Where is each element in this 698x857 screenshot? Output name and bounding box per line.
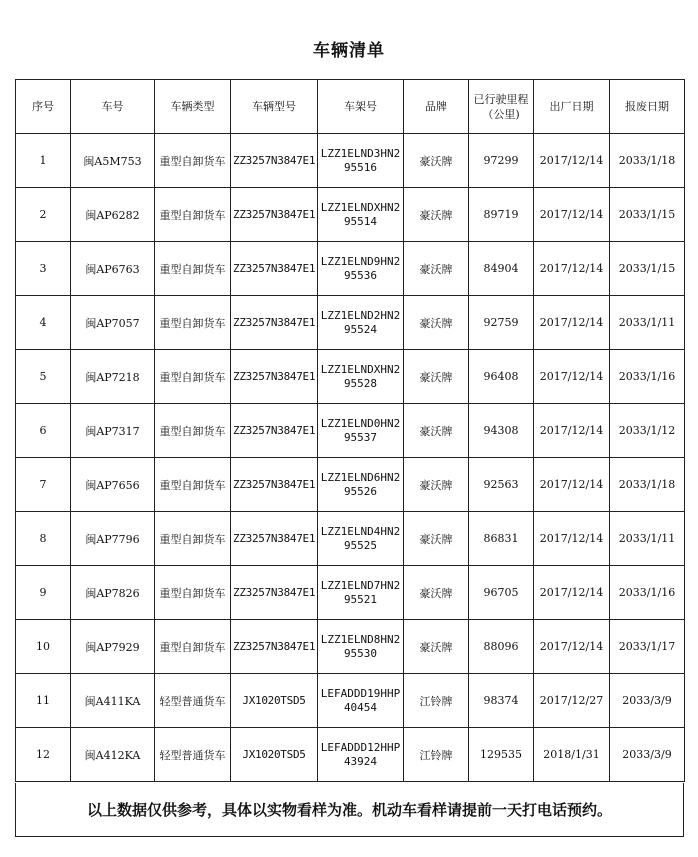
- cell-vehicle-type: 轻型普通货车: [155, 674, 231, 728]
- cell-model: ZZ3257N3847E1: [231, 242, 318, 296]
- table-row: [16, 674, 685, 728]
- table-row: [16, 188, 685, 242]
- header-model: 车辆型号: [231, 80, 318, 134]
- cell-brand: 豪沃牌: [404, 296, 469, 350]
- cell-model: ZZ3257N3847E1: [231, 296, 318, 350]
- cell-manufacture-date: 2017/12/14: [534, 620, 610, 674]
- cell-vin: LZZ1ELND2HN295524: [318, 296, 404, 350]
- cell-vin: LEFADDD19HHP40454: [318, 674, 404, 728]
- header-vin: 车架号: [318, 80, 404, 134]
- table-row: [16, 134, 685, 188]
- table-row: [16, 458, 685, 512]
- cell-index: 3: [16, 242, 71, 296]
- cell-mileage: 89719: [469, 188, 534, 242]
- cell-brand: 豪沃牌: [404, 566, 469, 620]
- table-row: [16, 404, 685, 458]
- cell-scrap-date: 2033/1/16: [610, 350, 685, 404]
- header-index: 序号: [16, 80, 71, 134]
- cell-manufacture-date: 2018/1/31: [534, 728, 610, 782]
- cell-plate: 闽AP7218: [71, 350, 155, 404]
- cell-vin: LEFADDD12HHP43924: [318, 728, 404, 782]
- cell-index: 11: [16, 674, 71, 728]
- table-body: [16, 134, 685, 782]
- cell-manufacture-date: 2017/12/14: [534, 188, 610, 242]
- cell-scrap-date: 2033/1/12: [610, 404, 685, 458]
- cell-index: 2: [16, 188, 71, 242]
- cell-brand: 豪沃牌: [404, 404, 469, 458]
- header-plate: 车号: [71, 80, 155, 134]
- table-row: [16, 620, 685, 674]
- cell-vehicle-type: 重型自卸货车: [155, 566, 231, 620]
- table-row: [16, 566, 685, 620]
- cell-plate: 闽A412KA: [71, 728, 155, 782]
- cell-brand: 豪沃牌: [404, 512, 469, 566]
- cell-brand: 江铃牌: [404, 674, 469, 728]
- cell-scrap-date: 2033/3/9: [610, 674, 685, 728]
- cell-plate: 闽AP7656: [71, 458, 155, 512]
- cell-scrap-date: 2033/1/16: [610, 566, 685, 620]
- cell-model: ZZ3257N3847E1: [231, 566, 318, 620]
- cell-brand: 豪沃牌: [404, 458, 469, 512]
- cell-manufacture-date: 2017/12/14: [534, 134, 610, 188]
- cell-model: ZZ3257N3847E1: [231, 458, 318, 512]
- cell-mileage: 86831: [469, 512, 534, 566]
- cell-vehicle-type: 重型自卸货车: [155, 404, 231, 458]
- table-row: [16, 728, 685, 782]
- cell-scrap-date: 2033/1/18: [610, 134, 685, 188]
- cell-brand: 豪沃牌: [404, 188, 469, 242]
- cell-vehicle-type: 重型自卸货车: [155, 350, 231, 404]
- cell-index: 4: [16, 296, 71, 350]
- cell-mileage: 97299: [469, 134, 534, 188]
- cell-mileage: 129535: [469, 728, 534, 782]
- cell-vehicle-type: 重型自卸货车: [155, 242, 231, 296]
- cell-manufacture-date: 2017/12/14: [534, 458, 610, 512]
- cell-index: 8: [16, 512, 71, 566]
- table-header-row: [16, 80, 685, 134]
- cell-mileage: 98374: [469, 674, 534, 728]
- cell-brand: 豪沃牌: [404, 134, 469, 188]
- cell-vehicle-type: 重型自卸货车: [155, 458, 231, 512]
- cell-scrap-date: 2033/1/11: [610, 512, 685, 566]
- cell-mileage: 96705: [469, 566, 534, 620]
- cell-mileage: 94308: [469, 404, 534, 458]
- cell-manufacture-date: 2017/12/14: [534, 512, 610, 566]
- cell-plate: 闽A411KA: [71, 674, 155, 728]
- cell-model: ZZ3257N3847E1: [231, 350, 318, 404]
- cell-plate: 闽AP7826: [71, 566, 155, 620]
- vehicle-table: [15, 79, 685, 782]
- footer-note: 以上数据仅供参考，具体以实物看样为准。机动车看样请提前一天打电话预约。: [15, 783, 684, 837]
- cell-mileage: 88096: [469, 620, 534, 674]
- cell-vin: LZZ1ELND0HN295537: [318, 404, 404, 458]
- page-title: 车辆清单: [313, 41, 385, 61]
- cell-vin: LZZ1ELND4HN295525: [318, 512, 404, 566]
- cell-model: ZZ3257N3847E1: [231, 512, 318, 566]
- cell-model: JX1020TSD5: [231, 674, 318, 728]
- cell-scrap-date: 2033/1/11: [610, 296, 685, 350]
- table-row: [16, 296, 685, 350]
- cell-vehicle-type: 重型自卸货车: [155, 512, 231, 566]
- cell-vehicle-type: 重型自卸货车: [155, 134, 231, 188]
- cell-plate: 闽AP7057: [71, 296, 155, 350]
- cell-plate: 闽AP6763: [71, 242, 155, 296]
- cell-vin: LZZ1ELNDXHN295514: [318, 188, 404, 242]
- cell-vin: LZZ1ELND3HN295516: [318, 134, 404, 188]
- cell-vehicle-type: 重型自卸货车: [155, 188, 231, 242]
- table-row: [16, 512, 685, 566]
- cell-index: 5: [16, 350, 71, 404]
- cell-vin: LZZ1ELND6HN295526: [318, 458, 404, 512]
- cell-model: ZZ3257N3847E1: [231, 620, 318, 674]
- cell-index: 12: [16, 728, 71, 782]
- cell-scrap-date: 2033/3/9: [610, 728, 685, 782]
- cell-index: 7: [16, 458, 71, 512]
- header-mileage: 已行驶里程（公里): [469, 80, 534, 134]
- cell-manufacture-date: 2017/12/14: [534, 242, 610, 296]
- cell-plate: 闽AP7796: [71, 512, 155, 566]
- cell-scrap-date: 2033/1/15: [610, 188, 685, 242]
- cell-brand: 江铃牌: [404, 728, 469, 782]
- cell-model: ZZ3257N3847E1: [231, 404, 318, 458]
- cell-model: ZZ3257N3847E1: [231, 188, 318, 242]
- cell-model: ZZ3257N3847E1: [231, 134, 318, 188]
- cell-vin: LZZ1ELND8HN295530: [318, 620, 404, 674]
- header-brand: 品牌: [404, 80, 469, 134]
- cell-manufacture-date: 2017/12/14: [534, 296, 610, 350]
- cell-manufacture-date: 2017/12/14: [534, 404, 610, 458]
- cell-index: 9: [16, 566, 71, 620]
- cell-plate: 闽A5M753: [71, 134, 155, 188]
- cell-model: JX1020TSD5: [231, 728, 318, 782]
- cell-mileage: 96408: [469, 350, 534, 404]
- cell-mileage: 92563: [469, 458, 534, 512]
- cell-scrap-date: 2033/1/18: [610, 458, 685, 512]
- cell-scrap-date: 2033/1/17: [610, 620, 685, 674]
- cell-manufacture-date: 2017/12/14: [534, 566, 610, 620]
- table-row: [16, 242, 685, 296]
- cell-mileage: 84904: [469, 242, 534, 296]
- cell-index: 1: [16, 134, 71, 188]
- cell-brand: 豪沃牌: [404, 350, 469, 404]
- cell-brand: 豪沃牌: [404, 620, 469, 674]
- cell-vin: LZZ1ELND7HN295521: [318, 566, 404, 620]
- header-scrap-date: 报废日期: [610, 80, 685, 134]
- cell-plate: 闽AP7317: [71, 404, 155, 458]
- header-vehicle-type: 车辆类型: [155, 80, 231, 134]
- cell-plate: 闽AP7929: [71, 620, 155, 674]
- cell-vehicle-type: 重型自卸货车: [155, 296, 231, 350]
- table-row: [16, 350, 685, 404]
- cell-index: 10: [16, 620, 71, 674]
- cell-manufacture-date: 2017/12/14: [534, 350, 610, 404]
- cell-scrap-date: 2033/1/15: [610, 242, 685, 296]
- cell-brand: 豪沃牌: [404, 242, 469, 296]
- cell-plate: 闽AP6282: [71, 188, 155, 242]
- cell-index: 6: [16, 404, 71, 458]
- cell-vehicle-type: 重型自卸货车: [155, 620, 231, 674]
- header-manufacture-date: 出厂日期: [534, 80, 610, 134]
- cell-mileage: 92759: [469, 296, 534, 350]
- cell-manufacture-date: 2017/12/27: [534, 674, 610, 728]
- cell-vehicle-type: 轻型普通货车: [155, 728, 231, 782]
- cell-vin: LZZ1ELNDXHN295528: [318, 350, 404, 404]
- cell-vin: LZZ1ELND9HN295536: [318, 242, 404, 296]
